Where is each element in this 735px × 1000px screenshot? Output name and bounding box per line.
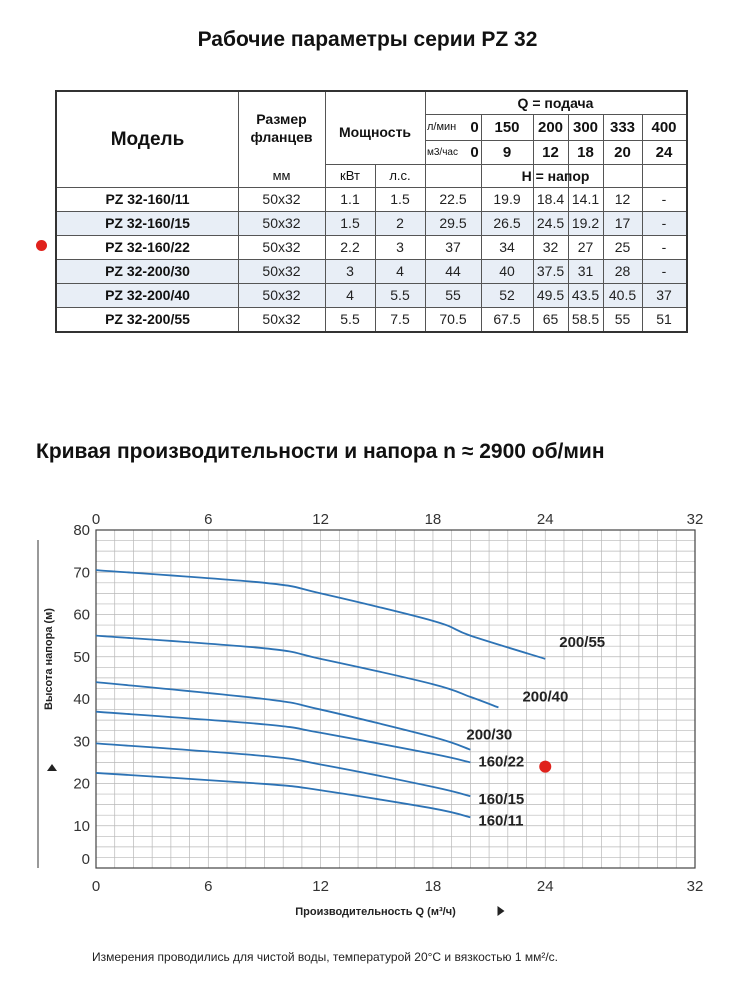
table-cell-kw: 3 xyxy=(346,263,354,279)
x-tick-label: 0 xyxy=(91,878,101,895)
table-cell-kw: 4 xyxy=(346,287,354,303)
x-axis-arrow-icon xyxy=(498,906,505,916)
curve-label: 160/11 xyxy=(478,812,524,830)
y-tick-label: 80 xyxy=(73,522,90,539)
table-cell-head: 19.2 xyxy=(571,215,600,231)
header-h: H = напор xyxy=(521,167,590,184)
selected-row-marker xyxy=(36,240,47,251)
q-lmin-cell: 333 xyxy=(609,118,636,136)
table-cell-head: 40 xyxy=(499,263,515,279)
table-cell-flange: 50x32 xyxy=(262,287,301,303)
table-cell-head: 70.5 xyxy=(439,311,467,327)
unit-m3h: м3/час xyxy=(427,146,458,158)
y-tick-label: 20 xyxy=(73,775,90,793)
page-title: Рабочие параметры серии PZ 32 xyxy=(197,28,538,51)
header-model: Модель xyxy=(110,128,185,150)
table-cell-hp: 2 xyxy=(396,215,404,231)
table-cell-head: 67.5 xyxy=(493,311,521,327)
y-axis-arrow-icon xyxy=(47,764,57,771)
table-cell-head: 52 xyxy=(499,287,515,303)
x-tick-label-top: 24 xyxy=(536,511,554,528)
table-cell-flange: 50x32 xyxy=(262,263,301,279)
table-cell-head: 26.5 xyxy=(493,215,521,231)
header-power-hp: л.с. xyxy=(389,168,411,183)
q-lmin-cell: 300 xyxy=(572,118,599,136)
table-cell-head: 37 xyxy=(445,239,461,255)
table-cell-kw: 2.2 xyxy=(340,239,360,255)
curve-label: 160/22 xyxy=(478,753,525,771)
table-cell-head: - xyxy=(661,263,667,279)
q-m3h-cell: 0 xyxy=(470,143,479,161)
table-cell-hp: 7.5 xyxy=(390,311,410,327)
table-cell-model: PZ 32-200/40 xyxy=(105,287,190,303)
table-cell-flange: 50x32 xyxy=(262,239,301,255)
table-cell-hp: 5.5 xyxy=(390,287,410,303)
table-cell-head: 37.5 xyxy=(536,263,565,279)
y-tick-label: 70 xyxy=(73,564,90,582)
table-cell-head: 49.5 xyxy=(536,287,565,303)
table-cell-kw: 5.5 xyxy=(340,311,360,327)
y-tick-label: 0 xyxy=(81,851,90,868)
x-tick-label-top: 0 xyxy=(91,511,101,528)
y-axis-label: Высота напора (м) xyxy=(43,608,55,710)
header-power: Мощность xyxy=(338,124,412,140)
table-cell-model: PZ 32-200/30 xyxy=(105,263,190,279)
table-cell-head: 65 xyxy=(542,311,559,327)
y-tick-label: 40 xyxy=(73,691,90,708)
table-cell-hp: 1.5 xyxy=(390,191,410,207)
table-cell-head: 44 xyxy=(445,263,461,279)
table-cell-head: 29.5 xyxy=(439,215,467,231)
x-tick-label-top: 18 xyxy=(424,511,442,528)
x-tick-label: 24 xyxy=(536,878,554,895)
unit-lmin: л/мин xyxy=(427,121,457,133)
table-cell-flange: 50x32 xyxy=(262,191,301,207)
table-cell-hp: 4 xyxy=(396,263,404,279)
x-tick-label: 12 xyxy=(312,878,329,895)
parameters-table xyxy=(55,90,688,333)
chart-title: Кривая производительности и напора n ≈ 2900 об/мин xyxy=(36,440,605,463)
header-q: Q = подача xyxy=(517,95,594,111)
table-cell-head: 58.5 xyxy=(571,311,600,327)
table-cell-head: 31 xyxy=(577,263,594,279)
table-cell-model: PZ 32-160/15 xyxy=(105,215,190,231)
header-flange: Размер фланцев xyxy=(250,111,313,145)
table-cell-head: - xyxy=(661,215,667,231)
table-cell-head: - xyxy=(661,239,667,255)
table-cell-head: 12 xyxy=(614,191,631,207)
performance-chart xyxy=(0,500,735,930)
q-m3h-cell: 18 xyxy=(577,143,594,161)
header-flange-unit: мм xyxy=(272,168,291,183)
curve-label: 200/40 xyxy=(522,688,569,706)
table-cell-head: 28 xyxy=(614,263,631,279)
table-cell-head: 32 xyxy=(542,239,559,255)
table-cell-head: 25 xyxy=(614,239,631,255)
table-cell-head: 14.1 xyxy=(571,191,600,207)
curve-label: 200/55 xyxy=(559,633,606,651)
q-lmin-cell: 150 xyxy=(494,118,520,136)
table-cell-head: 40.5 xyxy=(608,287,637,303)
x-tick-label: 18 xyxy=(424,878,442,895)
table-cell-flange: 50x32 xyxy=(262,215,301,231)
x-axis-label: Производительность Q (м³/ч) xyxy=(295,906,456,918)
x-tick-label: 32 xyxy=(686,878,704,895)
table-cell-head: 22.5 xyxy=(439,191,467,207)
table-cell-flange: 50x32 xyxy=(262,311,301,327)
table-cell-head: 19.9 xyxy=(493,191,521,207)
q-lmin-cell: 400 xyxy=(651,118,677,136)
table-cell-head: 17 xyxy=(614,215,631,231)
q-m3h-cell: 20 xyxy=(614,143,631,161)
y-tick-label: 30 xyxy=(73,733,90,751)
curve-label: 200/30 xyxy=(466,726,513,744)
q-m3h-cell: 9 xyxy=(502,143,512,161)
table-cell-model: PZ 32-160/22 xyxy=(105,239,190,255)
y-tick-label: 10 xyxy=(73,817,90,835)
table-cell-head: 24.5 xyxy=(536,215,565,231)
curve-label: 160/15 xyxy=(478,791,525,809)
table-cell-head: 18.4 xyxy=(536,191,565,207)
table-cell-head: 37 xyxy=(656,287,672,303)
table-cell-head: 55 xyxy=(614,311,631,327)
table-cell-head: 27 xyxy=(577,239,594,255)
table-cell-model: PZ 32-200/55 xyxy=(105,311,190,327)
header-power-kw: кВт xyxy=(340,168,360,183)
table-cell-model: PZ 32-160/11 xyxy=(105,191,190,207)
q-m3h-cell: 12 xyxy=(542,143,559,161)
table-cell-head: 43.5 xyxy=(571,287,600,303)
q-m3h-cell: 24 xyxy=(655,143,673,161)
q-lmin-cell: 0 xyxy=(470,118,479,136)
footnote: Измерения проводились для чистой воды, температурой 20°C и вязкостью 1 мм²/с. xyxy=(92,950,559,964)
y-tick-label: 60 xyxy=(73,606,90,624)
table-cell-kw: 1.5 xyxy=(340,215,360,231)
table-cell-kw: 1.1 xyxy=(340,191,360,207)
table-cell-head: - xyxy=(661,191,667,207)
table-cell-head: 51 xyxy=(656,311,672,327)
x-tick-label-top: 32 xyxy=(686,511,704,528)
x-tick-label-top: 6 xyxy=(204,511,213,528)
x-tick-label-top: 12 xyxy=(312,511,329,528)
x-tick-label: 6 xyxy=(204,878,213,895)
table-cell-hp: 3 xyxy=(396,239,404,255)
table-cell-head: 55 xyxy=(445,287,461,303)
selected-curve-marker xyxy=(539,761,551,773)
q-lmin-cell: 200 xyxy=(537,118,564,136)
table-cell-head: 34 xyxy=(499,239,515,255)
y-tick-label: 50 xyxy=(73,648,90,666)
